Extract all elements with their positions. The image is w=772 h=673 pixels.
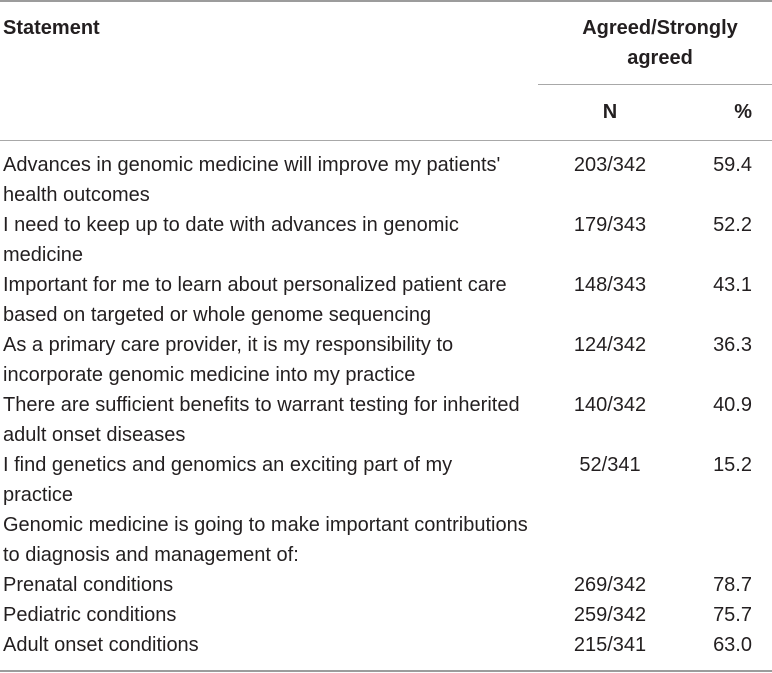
header-percent: % bbox=[734, 101, 752, 123]
table-row-n: 179/343 bbox=[573, 214, 647, 236]
table-row-statement: Important for me to learn about personalized patient care based on targeted or whole genome sequencing bbox=[3, 274, 507, 326]
table-row-statement: Advances in genomic medicine will improve my patients' health outcomes bbox=[3, 154, 501, 206]
group-underline bbox=[538, 84, 772, 85]
table-row-percent: 59.4 bbox=[713, 154, 752, 176]
table-row-percent: 40.9 bbox=[713, 394, 752, 416]
table-row-n: 215/341 bbox=[573, 634, 647, 656]
table-row-percent: 78.7 bbox=[713, 574, 752, 596]
table-row-statement: I find genetics and genomics an exciting part of my practice bbox=[3, 454, 453, 506]
table-row-percent: 52.2 bbox=[713, 214, 752, 236]
table-row-n: 259/342 bbox=[573, 604, 647, 626]
table-row-statement: Prenatal conditions bbox=[3, 574, 174, 596]
table-row-n: 52/341 bbox=[579, 454, 641, 476]
table-row-statement: Genomic medicine is going to make important contributions to diagnosis and management of: bbox=[3, 514, 528, 566]
table-row-n: 148/343 bbox=[573, 274, 647, 296]
table-row-percent: 75.7 bbox=[713, 604, 752, 626]
table-row-percent: 36.3 bbox=[713, 334, 752, 356]
table-row-statement: Adult onset conditions bbox=[3, 634, 199, 656]
table-row-statement: I need to keep up to date with advances in genomic medicine bbox=[3, 214, 459, 266]
header-bottom-rule bbox=[0, 140, 772, 141]
bottom-rule bbox=[0, 670, 772, 672]
table-row-statement: As a primary care provider, it is my responsibility to incorporate genomic medicine into my practice bbox=[3, 334, 454, 386]
table-row-n: 269/342 bbox=[573, 574, 647, 596]
table-row-percent: 63.0 bbox=[713, 634, 752, 656]
top-rule bbox=[0, 0, 772, 2]
table-row-n: 203/342 bbox=[573, 154, 647, 176]
table-row-statement: Pediatric conditions bbox=[3, 604, 177, 626]
header-agreed-group: Agreed/Strongly agreed bbox=[582, 17, 738, 69]
table-row-statement: There are sufficient benefits to warrant testing for inherited adult onset diseases bbox=[3, 394, 520, 446]
table-row-percent: 43.1 bbox=[713, 274, 752, 296]
table-row-percent: 15.2 bbox=[713, 454, 752, 476]
table-row-n: 140/342 bbox=[573, 394, 647, 416]
header-n: N bbox=[602, 101, 618, 123]
header-statement: Statement bbox=[3, 17, 100, 39]
table-row-n: 124/342 bbox=[573, 334, 647, 356]
